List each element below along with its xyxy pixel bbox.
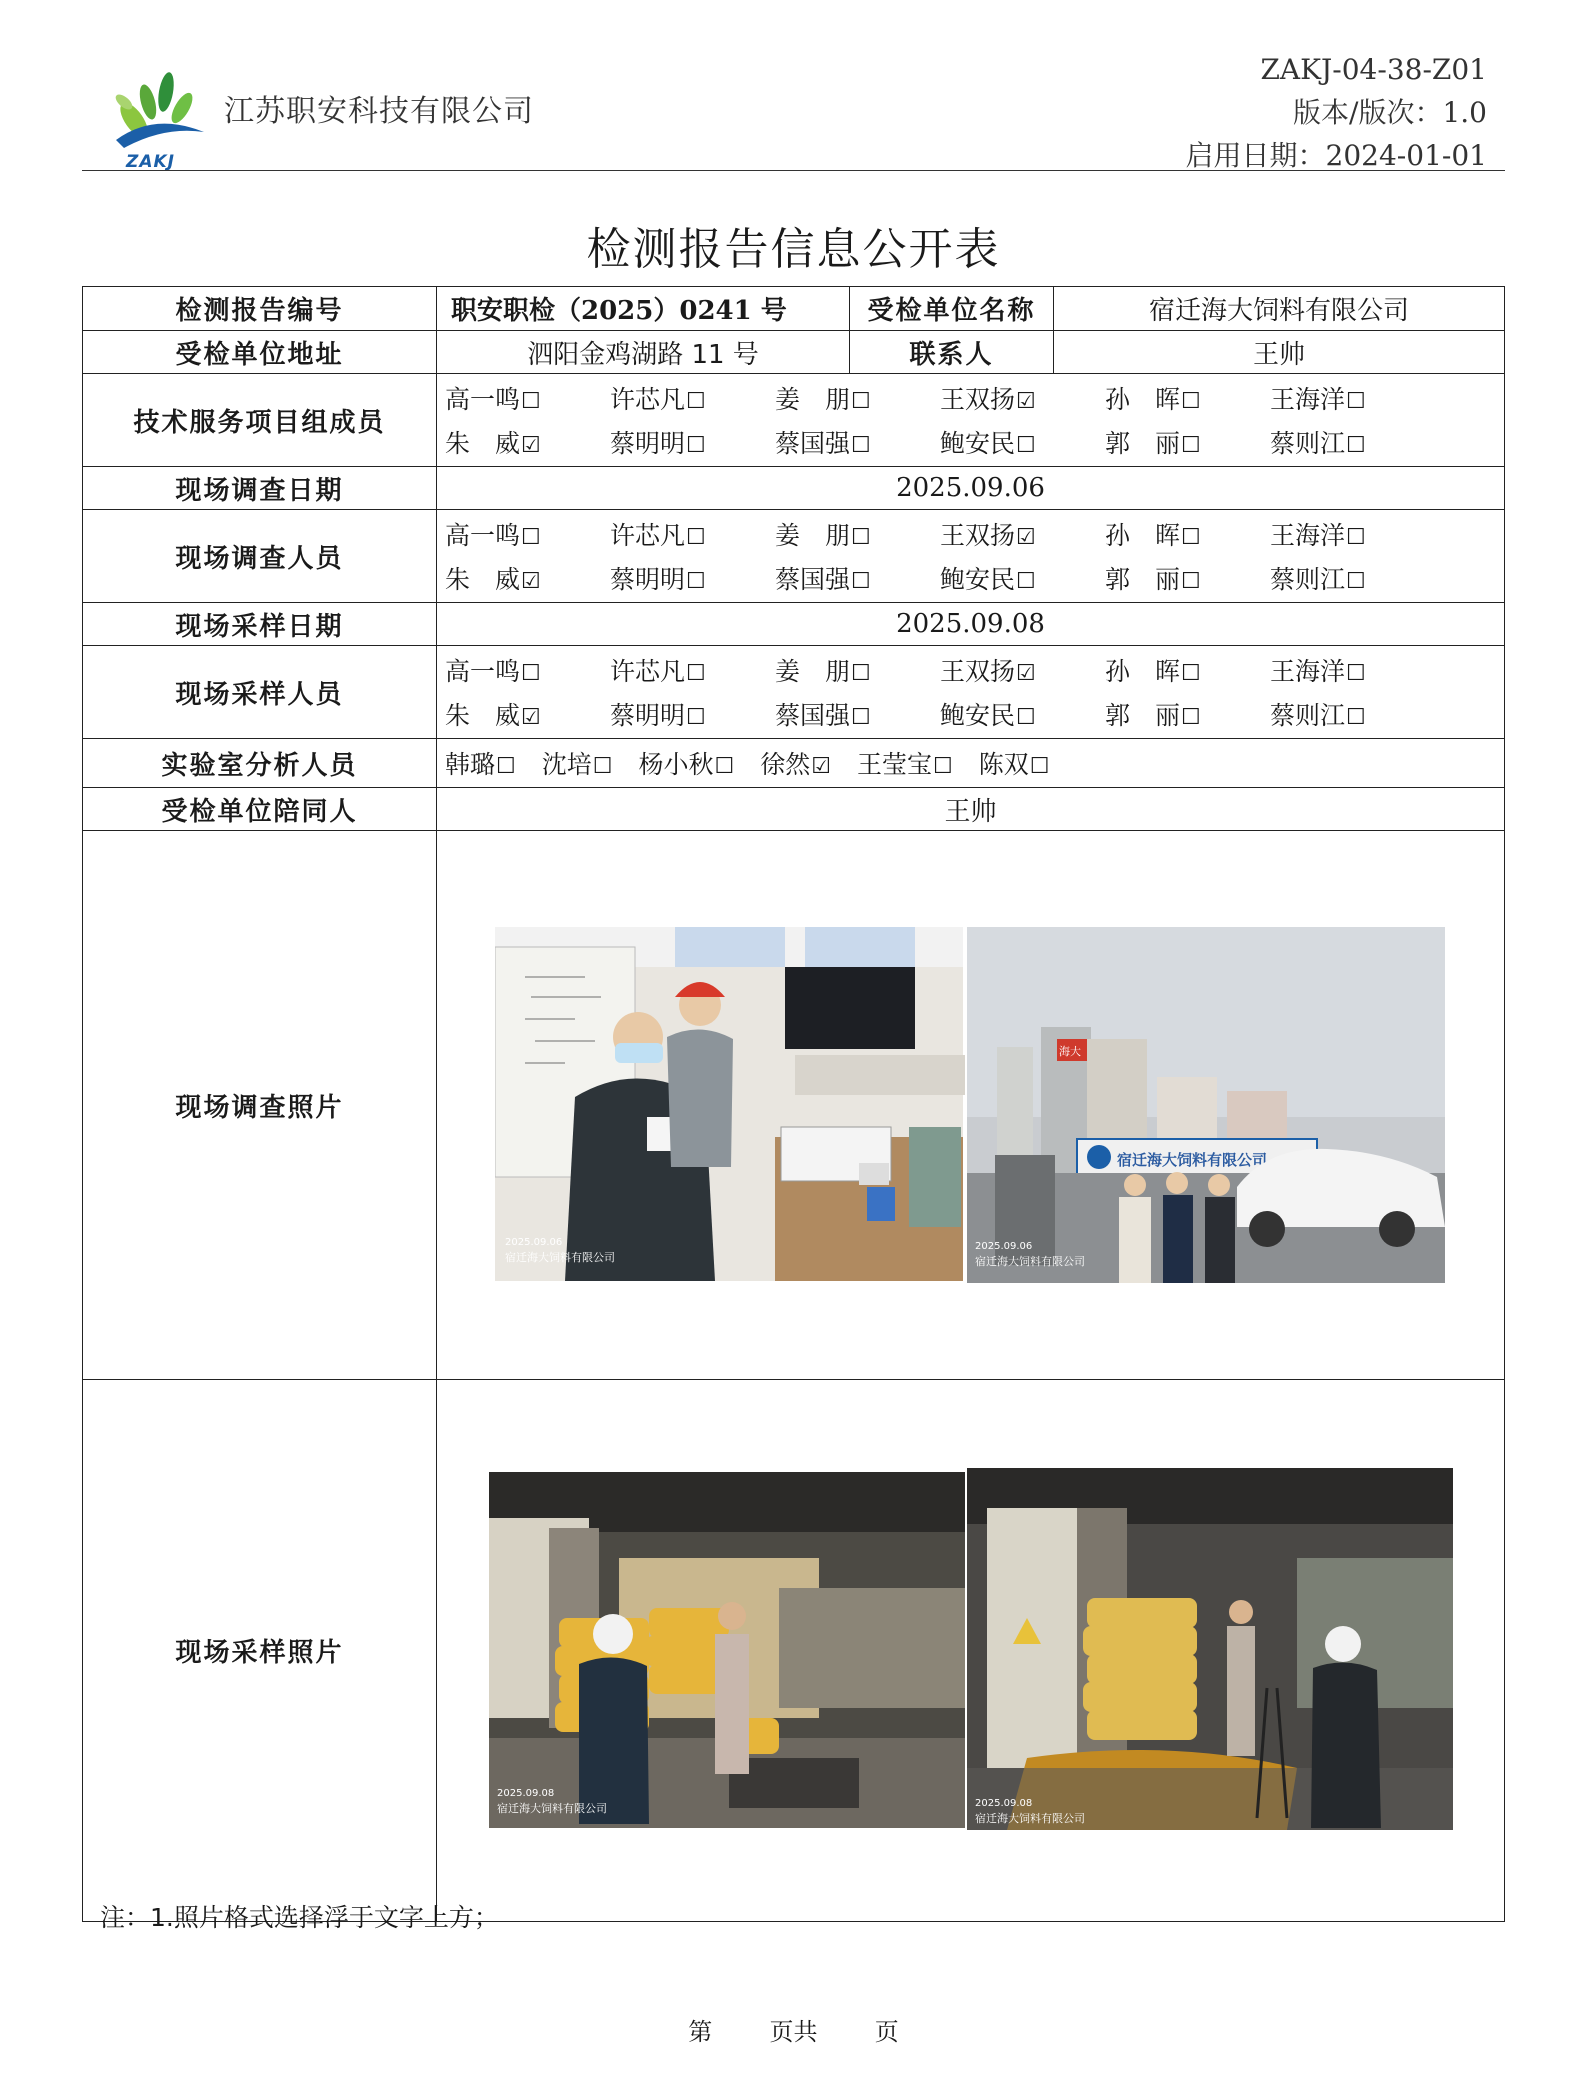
person-entry <box>940 516 1105 552</box>
person-name: 蔡国强 <box>775 701 851 730</box>
unchecked-box-icon: ☐ <box>686 525 706 550</box>
person-entry <box>1270 652 1435 688</box>
unchecked-box-icon: ☐ <box>1346 525 1366 550</box>
label-sampling-staff: 现场采样人员 <box>83 646 437 739</box>
person-entry <box>542 745 613 781</box>
row-survey-photos <box>83 831 1505 1380</box>
person-name: 蔡则江 <box>1270 701 1346 730</box>
person-entry <box>610 560 775 596</box>
page-footer <box>0 2012 1587 2047</box>
unchecked-box-icon: ☐ <box>521 661 541 686</box>
person-entry <box>445 745 516 781</box>
person-name: 高一鸣 <box>445 385 521 414</box>
person-entry <box>610 652 775 688</box>
unchecked-box-icon: ☐ <box>1346 389 1366 414</box>
survey-photos-cell <box>437 831 1505 1380</box>
label-tech-team: 技术服务项目组成员 <box>83 374 437 467</box>
unchecked-box-icon: ☐ <box>851 569 871 594</box>
person-entry <box>775 560 940 596</box>
checked-box-icon: ☑ <box>521 433 541 458</box>
document-meta <box>1186 48 1487 177</box>
unchecked-box-icon: ☐ <box>851 389 871 414</box>
person-entry <box>857 745 953 781</box>
person-entry <box>1105 516 1270 552</box>
person-entry <box>445 652 610 688</box>
person-name: 姜 朋 <box>775 657 851 686</box>
person-entry <box>1270 380 1435 416</box>
footer-of: 页共 <box>769 2018 818 2046</box>
person-entry <box>760 745 831 781</box>
person-entry <box>445 696 610 732</box>
unchecked-box-icon: ☐ <box>1181 525 1201 550</box>
names-inline <box>445 745 1496 781</box>
row-tech-team <box>83 374 1505 467</box>
person-entry <box>940 652 1105 688</box>
unchecked-box-icon: ☐ <box>1181 433 1201 458</box>
row-escort <box>83 788 1505 831</box>
label-report-no: 检测报告编号 <box>83 287 437 331</box>
person-name: 王双扬 <box>940 385 1016 414</box>
sampling-photo-2-date: 2025.09.08 <box>975 1798 1033 1809</box>
person-entry <box>775 516 940 552</box>
names-grid <box>445 652 1496 732</box>
person-name: 王海洋 <box>1270 657 1346 686</box>
unchecked-box-icon: ☐ <box>1016 569 1036 594</box>
person-name: 郭 丽 <box>1105 701 1181 730</box>
label-escort: 受检单位陪同人 <box>83 788 437 831</box>
row-sampling-photos <box>83 1380 1505 1922</box>
sampling-photo-1 <box>489 1472 965 1828</box>
label-sampling-date: 现场采样日期 <box>83 603 437 646</box>
person-entry <box>775 380 940 416</box>
unchecked-box-icon: ☐ <box>1181 389 1201 414</box>
survey-photo-2-place: 宿迁海大饲料有限公司 <box>975 1255 1085 1268</box>
unchecked-box-icon: ☐ <box>686 389 706 414</box>
person-name: 高一鸣 <box>445 521 521 550</box>
lab-staff-list <box>437 739 1505 788</box>
value-contact: 王帅 <box>1054 331 1505 374</box>
footer-end: 页 <box>874 2018 899 2046</box>
checked-box-icon: ☑ <box>1016 525 1036 550</box>
person-entry <box>1270 424 1435 460</box>
person-name: 王双扬 <box>940 657 1016 686</box>
person-entry <box>1105 696 1270 732</box>
unchecked-box-icon: ☐ <box>521 389 541 414</box>
unchecked-box-icon: ☐ <box>851 705 871 730</box>
unchecked-box-icon: ☐ <box>851 525 871 550</box>
checked-box-icon: ☑ <box>521 705 541 730</box>
person-name: 蔡国强 <box>775 429 851 458</box>
survey-photo-1-date: 2025.09.06 <box>505 1237 563 1248</box>
header-divider <box>82 170 1505 171</box>
sampling-photo-1-place: 宿迁海大饲料有限公司 <box>497 1802 607 1815</box>
checked-box-icon: ☑ <box>811 754 831 779</box>
footnote: 注：1.照片格式选择浮于文字上方； <box>100 1903 499 1932</box>
survey-photo-1 <box>495 927 965 1281</box>
person-name: 沈培 <box>541 750 592 779</box>
unchecked-box-icon: ☐ <box>496 754 516 779</box>
person-entry <box>940 560 1105 596</box>
company-name: 江苏职安科技有限公司 <box>224 94 534 129</box>
unchecked-box-icon: ☐ <box>686 569 706 594</box>
person-name: 高一鸣 <box>445 657 521 686</box>
person-name: 蔡明明 <box>610 565 686 594</box>
value-unit-name: 宿迁海大饲料有限公司 <box>1054 287 1505 331</box>
person-name: 陈双 <box>978 750 1029 779</box>
person-entry <box>445 560 610 596</box>
person-name: 孙 晖 <box>1105 385 1181 414</box>
person-entry <box>775 652 940 688</box>
person-name: 蔡明明 <box>610 701 686 730</box>
row-sampling-staff <box>83 646 1505 739</box>
unchecked-box-icon: ☐ <box>1346 433 1366 458</box>
label-contact: 联系人 <box>850 331 1054 374</box>
survey-photos <box>495 927 1447 1283</box>
sampling-photos-cell <box>437 1380 1505 1922</box>
unchecked-box-icon: ☐ <box>521 525 541 550</box>
unchecked-box-icon: ☐ <box>714 754 735 779</box>
person-name: 蔡明明 <box>610 429 686 458</box>
person-name: 鲍安民 <box>940 701 1016 730</box>
sampling-photo-2-place: 宿迁海大饲料有限公司 <box>975 1812 1085 1825</box>
names-grid <box>445 516 1496 596</box>
label-survey-photos: 现场调查照片 <box>83 831 437 1380</box>
person-name: 姜 朋 <box>775 385 851 414</box>
unchecked-box-icon: ☐ <box>1016 433 1036 458</box>
person-name: 郭 丽 <box>1105 565 1181 594</box>
person-entry <box>610 424 775 460</box>
document-code: ZAKJ-04-38-Z01 <box>1260 53 1487 86</box>
unchecked-box-icon: ☐ <box>1029 754 1050 779</box>
company-logo <box>104 62 212 174</box>
person-entry <box>1105 380 1270 416</box>
person-name: 许芯凡 <box>610 521 686 550</box>
person-entry <box>775 424 940 460</box>
unchecked-box-icon: ☐ <box>1346 705 1366 730</box>
person-name: 杨小秋 <box>638 750 714 779</box>
person-name: 王双扬 <box>940 521 1016 550</box>
checked-box-icon: ☑ <box>521 569 541 594</box>
person-entry <box>1105 424 1270 460</box>
person-name: 鲍安民 <box>940 429 1016 458</box>
label-survey-date: 现场调查日期 <box>83 467 437 510</box>
sampling-staff-list <box>437 646 1505 739</box>
person-name: 郭 丽 <box>1105 429 1181 458</box>
survey-photo-2 <box>967 927 1445 1283</box>
person-name: 徐然 <box>760 750 811 779</box>
person-entry <box>940 424 1105 460</box>
person-entry <box>1270 560 1435 596</box>
person-entry <box>775 696 940 732</box>
unchecked-box-icon: ☐ <box>1346 569 1366 594</box>
person-entry <box>1270 696 1435 732</box>
unchecked-box-icon: ☐ <box>1181 569 1201 594</box>
value-survey-date: 2025.09.06 <box>437 467 1505 510</box>
sampling-photo-1-date: 2025.09.08 <box>497 1788 555 1799</box>
unchecked-box-icon: ☐ <box>1016 705 1036 730</box>
survey-staff-list <box>437 510 1505 603</box>
person-entry <box>445 380 610 416</box>
person-entry <box>979 745 1050 781</box>
person-entry <box>610 696 775 732</box>
names-grid <box>445 380 1496 460</box>
person-entry <box>940 380 1105 416</box>
person-entry <box>610 380 775 416</box>
document-version: 版本/版次：1.0 <box>1293 96 1487 129</box>
leaf-logo-icon <box>104 62 212 150</box>
sampling-photo-2 <box>967 1468 1453 1830</box>
value-escort: 王帅 <box>437 788 1505 831</box>
unchecked-box-icon: ☐ <box>1181 661 1201 686</box>
person-entry <box>1105 560 1270 596</box>
unchecked-box-icon: ☐ <box>933 754 953 779</box>
person-name: 孙 晖 <box>1105 521 1181 550</box>
person-name: 朱 威 <box>445 701 521 730</box>
footer-page: 第 <box>688 2018 713 2046</box>
value-report-no: 职安职检（2025）0241 号 <box>437 287 850 331</box>
row-sampling-date <box>83 603 1505 646</box>
label-lab-staff: 实验室分析人员 <box>83 739 437 788</box>
person-name: 许芯凡 <box>610 385 686 414</box>
value-address: 泗阳金鸡湖路 11 号 <box>437 331 850 374</box>
survey-photo-2-roof-sign: 海大 <box>1059 1045 1081 1058</box>
document-start-date: 启用日期：2024-01-01 <box>1185 139 1487 172</box>
unchecked-box-icon: ☐ <box>851 661 871 686</box>
person-entry <box>1105 652 1270 688</box>
tech-team-list <box>437 374 1505 467</box>
unchecked-box-icon: ☐ <box>851 433 871 458</box>
row-address <box>83 331 1505 374</box>
unchecked-box-icon: ☐ <box>1346 661 1366 686</box>
unchecked-box-icon: ☐ <box>686 661 706 686</box>
row-survey-date <box>83 467 1505 510</box>
label-sampling-photos: 现场采样照片 <box>83 1380 437 1922</box>
unchecked-box-icon: ☐ <box>592 754 613 779</box>
person-entry <box>445 516 610 552</box>
label-survey-staff: 现场调查人员 <box>83 510 437 603</box>
row-lab-staff <box>83 739 1505 788</box>
survey-photo-2-date: 2025.09.06 <box>975 1241 1033 1252</box>
person-name: 朱 威 <box>445 429 521 458</box>
person-name: 许芯凡 <box>610 657 686 686</box>
logo-text: ZAKJ <box>126 152 175 172</box>
person-name: 孙 晖 <box>1105 657 1181 686</box>
page-title: 检测报告信息公开表 <box>586 224 1001 275</box>
label-address: 受检单位地址 <box>83 331 437 374</box>
unchecked-box-icon: ☐ <box>686 705 706 730</box>
checked-box-icon: ☑ <box>1016 389 1036 414</box>
unchecked-box-icon: ☐ <box>686 433 706 458</box>
person-name: 蔡则江 <box>1270 429 1346 458</box>
label-unit-name: 受检单位名称 <box>850 287 1054 331</box>
sampling-photos <box>489 1468 1453 1830</box>
survey-photo-1-place: 宿迁海大饲料有限公司 <box>505 1251 615 1264</box>
row-report-no <box>83 287 1505 331</box>
person-entry <box>445 424 610 460</box>
person-entry <box>610 516 775 552</box>
person-name: 鲍安民 <box>940 565 1016 594</box>
person-entry <box>639 745 735 781</box>
checked-box-icon: ☑ <box>1016 661 1036 686</box>
person-entry <box>940 696 1105 732</box>
unchecked-box-icon: ☐ <box>1181 705 1201 730</box>
person-name: 蔡国强 <box>775 565 851 594</box>
row-survey-staff <box>83 510 1505 603</box>
person-name: 朱 威 <box>445 565 521 594</box>
person-name: 王莹宝 <box>857 750 933 779</box>
person-name: 王海洋 <box>1270 521 1346 550</box>
person-name: 蔡则江 <box>1270 565 1346 594</box>
survey-photo-2-sign: 宿迁海大饲料有限公司 <box>1117 1151 1268 1169</box>
person-name: 王海洋 <box>1270 385 1346 414</box>
person-name: 韩璐 <box>445 750 496 779</box>
person-name: 姜 朋 <box>775 521 851 550</box>
value-sampling-date: 2025.09.08 <box>437 603 1505 646</box>
info-table <box>82 286 1505 1922</box>
person-entry <box>1270 516 1435 552</box>
